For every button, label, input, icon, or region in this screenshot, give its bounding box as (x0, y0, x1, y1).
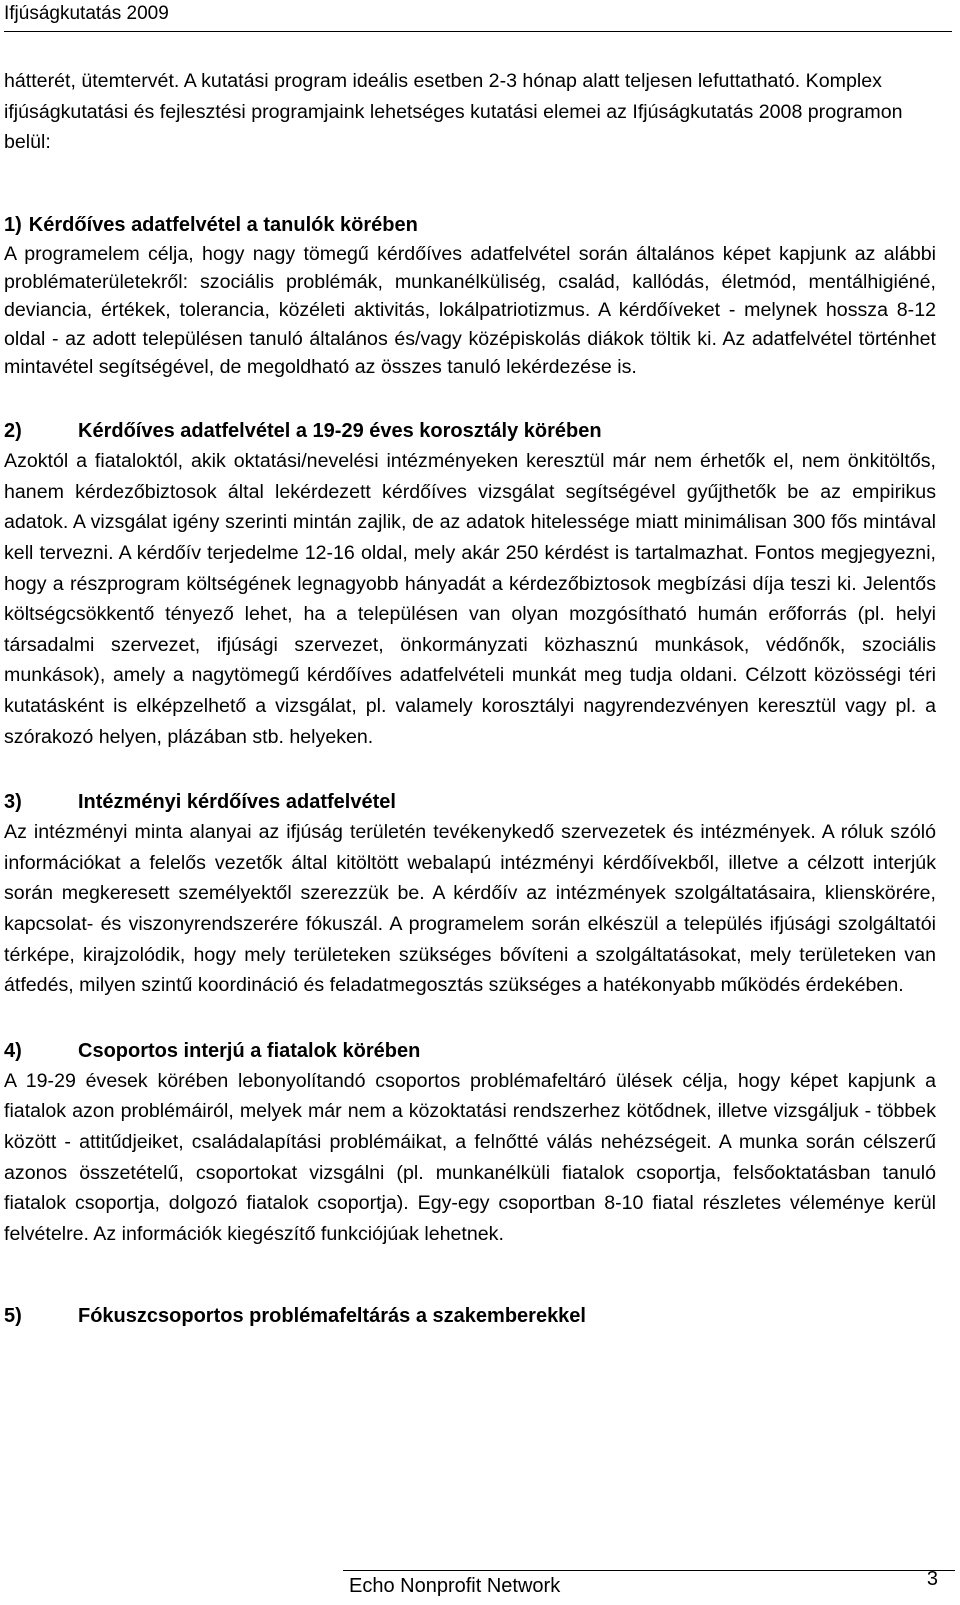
intro-paragraph: hátterét, ütemtervét. A kutatási program ideális esetben 2-3 hónap alatt teljesen lefuttatható. Komplex ifjúságkutatási és fejlesztési programjaink lehetséges kutatási elemei az Ifjúságkutatás 2008 programon belül: (4, 70, 903, 154)
section-title: Kérdőíves adatfelvétel a tanulók körében (28, 213, 418, 236)
section-body: Az intézményi minta alanyai az ifjúság területén tevékenykedő szervezetek és intézmények. A róluk szóló információkat a felelős vezetők által kitöltött webalapú intézményi kérdőívekből, illetve a célzott interjúk során megkeresett személyektől szerezzük be. A kérdőív az intézmények szolgáltatásaira, klienskörére, kapcsolat- és viszonyrendszerére fókuszál. A programelem során elkészül a település ifjúsági szolgáltatói térképe, kirajzolódik, hogy mely területeken szükséges bővíteni a szolgáltatásokat, mely területeken van átfedés, milyen szintű koordináció és feladatmegosztás szükséges a hatékonyabb működés érdekében. (4, 821, 936, 997)
section-1 (4, 210, 936, 381)
section-number: 3) (4, 791, 22, 814)
section-body: Azoktól a fiataloktól, akik oktatási/nevelési intézményeken keresztül már nem érhetők el, nem önkitöltős, hanem kérdezőbiztosok által lekérdezett kérdőíves vizsgálat segítségével gyűjthetők be az empirikus adatok. A vizsgálat igény szerinti mintán zajlik, de az adatok hitelessége miatt minimálisan 300 fős mintával kell tervezni. A kérdőív terjedelme 12-16 oldal, mely akár 250 kérdést is tartalmazhat. Fontos megjegyezni, hogy a részprogram költségének legnagyobb hányadát a kérdezőbiztosok megbízási díja teszi ki. Jelentős költségcsökkentő tényező lehet, ha a településen van olyan mozgósítható humán erőforrás (pl. helyi társadalmi szervezet, ifjúsági szervezet, önkormányzati közhasznú munkások, védőnők, szociális munkások), amely a nagytömegű kérdőíves adatfelvételi munkát meg tudja oldani. Célzott közösségi téri kutatásként is elképzelhető a vizsgálat, pl. valamely korosztályi nagyrendezvényen keresztül vagy pl. a szórakozó helyen, plázában stb. helyeken. (4, 450, 936, 748)
section-number: 1) (4, 213, 22, 236)
section-title: Fókuszcsoportos problémafeltárás a szakemberekkel (78, 1305, 586, 1328)
section-title: Kérdőíves adatfelvétel a 19-29 éves korosztály körében (78, 420, 602, 443)
section-5 (4, 1301, 936, 1331)
running-header: Ifjúságkutatás 2009 (4, 3, 169, 24)
section-3 (4, 787, 936, 1001)
section-4 (4, 1036, 936, 1250)
page-content (4, 66, 936, 1366)
section-title: Csoportos interjú a fiatalok körében (78, 1039, 421, 1062)
section-number: 5) (4, 1305, 22, 1328)
section-2 (4, 416, 936, 752)
footer-rule (343, 1570, 955, 1571)
section-body: A 19-29 évesek körében lebonyolítandó csoportos problémafeltáró ülések célja, hogy képet kapjunk a fiatalok azon problémáiról, melyek már nem a közoktatási rendszerhez kötődnek, illetve vizsgáljuk - többek között - attitűdjeiket, családalapítási problémáikat, a felnőtté válás nehézségeit. A munka során célszerű azonos összetételű, csoportokat vizsgálni (pl. munkanélküli fiatalok csoportja, felsőoktatásban tanuló fiatalok csoportja, dolgozó fiatalok csoportja). Egy-egy csoportban 8-10 fiatal részletes véleménye kerül felvételre. Az információk kiegészítő funkciójúak lehetnek. (4, 1069, 936, 1245)
section-heading (4, 1036, 936, 1066)
section-number: 4) (4, 1039, 22, 1062)
section-body: A programelem célja, hogy nagy tömegű kérdőíves adatfelvétel során általános képet kapjunk az alábbi problématerületekről: szociális problémák, munkanélküliség, család, kallódás, életmód, mentálhigiéné, deviancia, értékek, tolerancia, közéleti aktivitás, lokálpatriotizmus. A kérdőíveket - melynek hossza 8-12 oldal - az adott településen tanuló általános és/vagy középiskolás diákok töltik ki. Az adatfelvétel történhet mintavétel segítségével, de megoldható az összes tanuló lekérdezése is. (4, 242, 936, 378)
footer-organization: Echo Nonprofit Network (349, 1575, 561, 1597)
section-heading (4, 416, 936, 446)
section-heading (4, 787, 936, 817)
section-title: Intézményi kérdőíves adatfelvétel (78, 791, 396, 814)
header-rule (4, 31, 952, 32)
section-heading (4, 210, 936, 240)
section-heading (4, 1301, 936, 1331)
page-number: 3 (926, 1568, 938, 1590)
section-number: 2) (4, 420, 22, 443)
